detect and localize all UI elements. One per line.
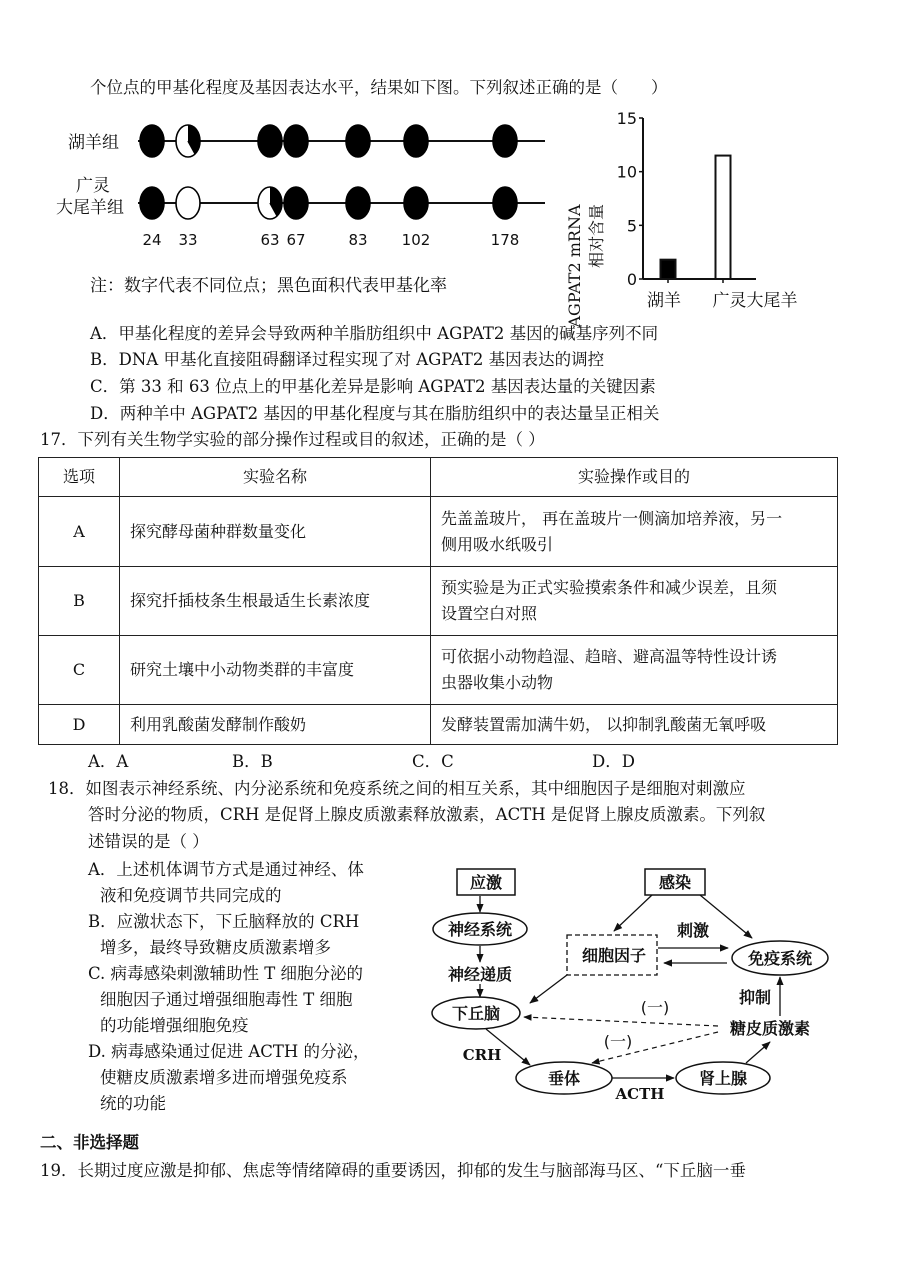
infection-label: 感染 [658,873,692,892]
detail-line: 侧用吸水纸吸引 [441,534,554,554]
stress-label: 应激 [469,873,503,892]
row-label-datail: 大尾羊组 [56,198,124,218]
pituitary-label: 垂体 [547,1069,581,1088]
detail-line: 设置空白对照 [441,604,538,623]
q18-option-d-line2: 使糖皮质激素增多进而增强免疫系 [100,1068,348,1087]
q18-stem-line1: 18．如图表示神经系统、内分泌系统和免疫系统之间的相互关系，其中细胞因子是细胞对刺激应 [48,779,746,798]
y-tick-label: 10 [616,162,637,182]
header-name: 实验名称 [120,458,431,497]
position-label: 33 [178,231,198,249]
row-name: 探究扦插枝条生根最适生长素浓度 [120,567,431,636]
q18-option-a-line2: 液和免疫调节共同完成的 [100,886,282,905]
y-tick-label: 5 [626,216,637,236]
q18-option-a-line1: A．上述机体调节方式是通过神经、体 [88,860,364,879]
header-detail: 实验操作或目的 [431,458,838,497]
nervous-system-label: 神经系统 [447,920,513,939]
q17-answer-a: A．A [88,752,129,771]
crh-label: CRH [462,1046,502,1064]
detail-line: 预实验是为正式实验摸索条件和减少误差，且须 [441,578,778,597]
q16-option-b: B．DNA 甲基化直接阻碍翻译过程实现了对 AGPAT2 基因表达的调控 [90,350,605,369]
q18-option-d-line3: 统的功能 [100,1094,166,1113]
x-category-label: 广灵大尾羊 [712,291,798,311]
position-label: 178 [490,231,520,249]
position-label: 67 [286,231,306,249]
q17-answer-d: D．D [592,752,635,771]
detail-line: 发酵装置需加满牛奶， 以抑制乳酸菌无氧呼吸 [441,714,767,734]
stimulate-label: 刺激 [676,921,710,940]
cytokine-label: 细胞因子 [581,946,647,965]
q17-answer-c: C．C [412,752,454,771]
row-name: 探究酵母菌种群数量变化 [120,497,431,567]
q18-option-c-line1: C. 病毒感染刺激辅助性 T 细胞分泌的 [88,964,364,983]
glucocorticoid-label: 糖皮质激素 [729,1019,811,1038]
q18-option-c-line2: 细胞因子通过增强细胞毒性 T 细胞 [100,990,353,1009]
row-option: D [39,705,120,745]
arrow-adrenal-glucocorticoid [746,1042,770,1063]
methylation-note: 注：数字代表不同位点；黑色面积代表甲基化率 [90,276,447,296]
y-axis-label-line1: AGPAT2 mRNA [565,204,584,328]
q17-stem: 17．下列有关生物学实验的部分操作过程或目的叙述，正确的是（ ） [40,430,545,449]
q16-option-d: D．两种羊中 AGPAT2 基因的甲基化程度与其在脂肪组织中的表达量呈正相关 [90,404,660,423]
neurotransmitter-label: 神经递质 [447,965,513,984]
row-name: 利用乳酸菌发酵制作酸奶 [120,705,431,745]
arrow-infection-cytokine [614,895,652,931]
section-title: 二、非选择题 [40,1133,139,1152]
position-label: 102 [401,231,431,249]
q16-option-a: A．甲基化程度的差异会导致两种羊脂肪组织中 AGPAT2 基因的碱基序列不同 [90,324,659,343]
hypothalamus-label: 下丘脑 [451,1004,501,1023]
detail-line: 先盖盖玻片， 再在盖玻片一侧滴加培养液，另一 [441,508,783,528]
q16-option-c: C．第 33 和 63 位点上的甲基化差异是影响 AGPAT2 基因表达量的关键因素 [90,377,656,396]
acth-label: ACTH [615,1085,665,1103]
q18-option-d-line1: D. 病毒感染通过促进 ACTH 的分泌， [88,1042,370,1061]
y-tick-label: 0 [626,270,637,289]
q18-option-b-line2: 增多，最终导致糖皮质激素增多 [100,938,331,957]
q17-answer-b: B．B [232,752,273,771]
dashed-arrow-glucocorticoid-hypothalamus [524,1017,718,1026]
row-label-hu: 湖羊组 [68,133,119,153]
y-axis-label-line2: 相对含量 [587,203,606,269]
detail-line: 虫器收集小动物 [441,673,554,692]
q16-stem: 个位点的甲基化程度及基因表达水平，结果如下图。下列叙述正确的是（ ） [90,78,668,97]
negative-feedback-2: (一) [603,1032,633,1051]
arrow-cytokine-hypothalamus [530,975,567,1003]
x-category-label: 湖羊 [647,291,681,311]
row-name: 研究土壤中小动物类群的丰富度 [120,636,431,705]
row-option: B [39,567,120,636]
y-tick-label: 15 [616,109,637,128]
row-option: A [39,497,120,567]
immune-system-label: 免疫系统 [747,949,813,968]
q18-stem-line2: 答时分泌的物质，CRH 是促肾上腺皮质激素释放激素，ACTH 是促肾上腺皮质激素。下列叙 [88,805,766,824]
q18-stem-line3: 述错误的是（ ） [88,832,209,851]
row-label-guangling: 广灵 [76,176,110,196]
header-option: 选项 [39,458,120,497]
position-label: 83 [348,231,368,249]
inhibit-label: 抑制 [738,988,772,1007]
position-label: 24 [142,231,162,249]
negative-feedback-1: (一) [640,998,670,1017]
detail-line: 可依据小动物趋湿、趋暗、避高温等特性设计诱 [441,647,778,666]
row-option: C [39,636,120,705]
position-label: 63 [260,231,280,249]
adrenal-label: 肾上腺 [698,1069,748,1088]
q18-option-c-line3: 的功能增强细胞免疫 [100,1016,249,1035]
q19-stem: 19．长期过度应激是抑郁、焦虑等情绪障碍的重要诱因，抑郁的发生与脑部海马区、“下丘脑一垂 [40,1161,746,1180]
q18-option-b-line1: B．应激状态下，下丘脑释放的 CRH [88,912,360,931]
